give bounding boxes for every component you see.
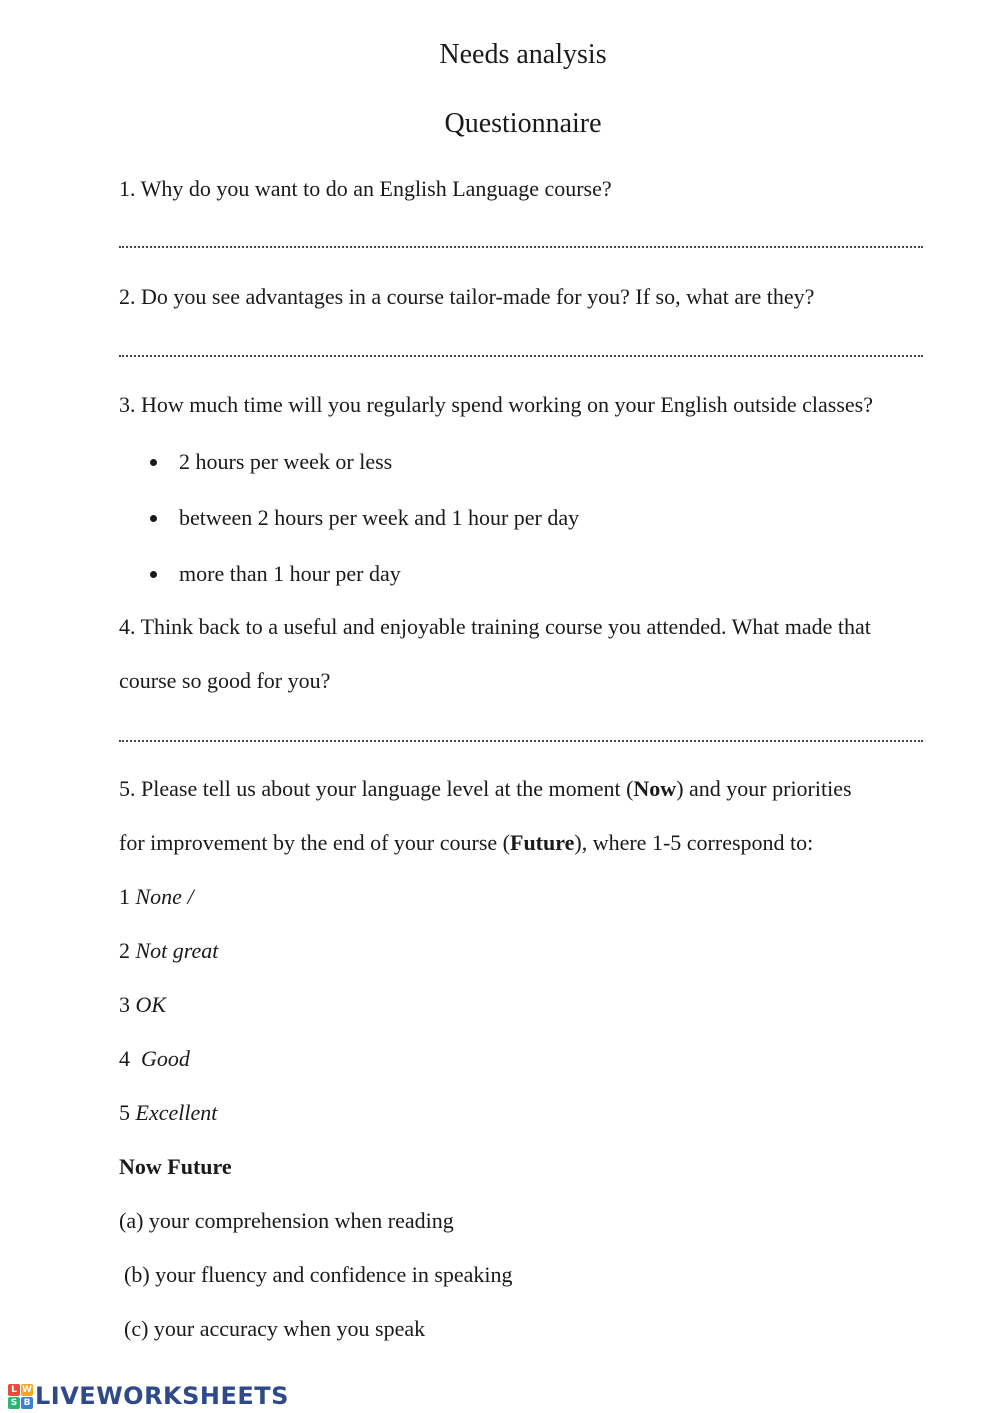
answer-line-4[interactable] <box>119 740 923 742</box>
now-label: Now <box>633 776 677 801</box>
option-2: between 2 hours per week and 1 hour per day <box>179 505 580 530</box>
bullet-icon <box>150 571 157 578</box>
scale-label: Not great <box>135 938 219 963</box>
scale-5 <box>119 1102 217 1124</box>
scale-4 <box>119 1048 190 1070</box>
option-1: 2 hours per week or less <box>179 449 393 474</box>
logo-mark-letter: L <box>8 1384 20 1396</box>
answer-line-1[interactable] <box>119 246 923 248</box>
logo-mark-letter: B <box>21 1397 33 1409</box>
scale-num: 4 <box>119 1046 130 1071</box>
bullet-icon <box>150 459 157 466</box>
scale-num: 2 <box>119 938 130 963</box>
question-4-line-2: course so good for you? <box>119 668 331 693</box>
q5-text-b: ) and your priorities <box>676 776 852 801</box>
question-5-line-2 <box>119 832 813 854</box>
question-1: 1. Why do you want to do an English Language course? <box>119 176 612 201</box>
scale-label: None / <box>135 884 194 909</box>
bullet-icon <box>150 515 157 522</box>
logo-mark-letter: W <box>22 1384 32 1395</box>
scale-1 <box>119 886 194 908</box>
scale-num: 1 <box>119 884 130 909</box>
question-2: 2. Do you see advantages in a course tailor-made for you? If so, what are they? <box>119 284 815 309</box>
question-5-line-1 <box>119 778 852 800</box>
q5-text-d: ), where 1-5 correspond to: <box>574 830 814 855</box>
logo-text: LIVEWORKSHEETS <box>35 1382 289 1410</box>
item-c: (c) your accuracy when you speak <box>124 1316 426 1341</box>
scale-label: OK <box>135 992 167 1017</box>
question-3: 3. How much time will you regularly spend working on your English outside classes? <box>119 392 873 417</box>
q5-text-a: 5. Please tell us about your language level at the moment ( <box>119 776 634 801</box>
columns-header: Now Future <box>119 1154 232 1179</box>
scale-label: Good <box>141 1046 190 1071</box>
scale-2 <box>119 940 218 962</box>
page-title: Needs analysis <box>439 39 607 70</box>
item-b: (b) your fluency and confidence in speaking <box>124 1262 513 1287</box>
scale-num: 5 <box>119 1100 130 1125</box>
scale-label: Excellent <box>135 1100 218 1125</box>
question-4-line-1: 4. Think back to a useful and enjoyable training course you attended. What made that <box>119 614 871 639</box>
future-label: Future <box>510 830 575 855</box>
scale-num: 3 <box>119 992 130 1017</box>
scale-3 <box>119 994 166 1016</box>
option-3: more than 1 hour per day <box>179 561 401 586</box>
liveworksheets-logo[interactable] <box>8 1382 289 1410</box>
q5-text-c: for improvement by the end of your course ( <box>119 830 510 855</box>
item-a: (a) your comprehension when reading <box>119 1208 454 1233</box>
answer-line-2[interactable] <box>119 355 923 357</box>
page-subtitle: Questionnaire <box>444 108 602 139</box>
logo-mark-icon <box>8 1384 33 1409</box>
logo-mark-letter: S <box>8 1397 20 1409</box>
